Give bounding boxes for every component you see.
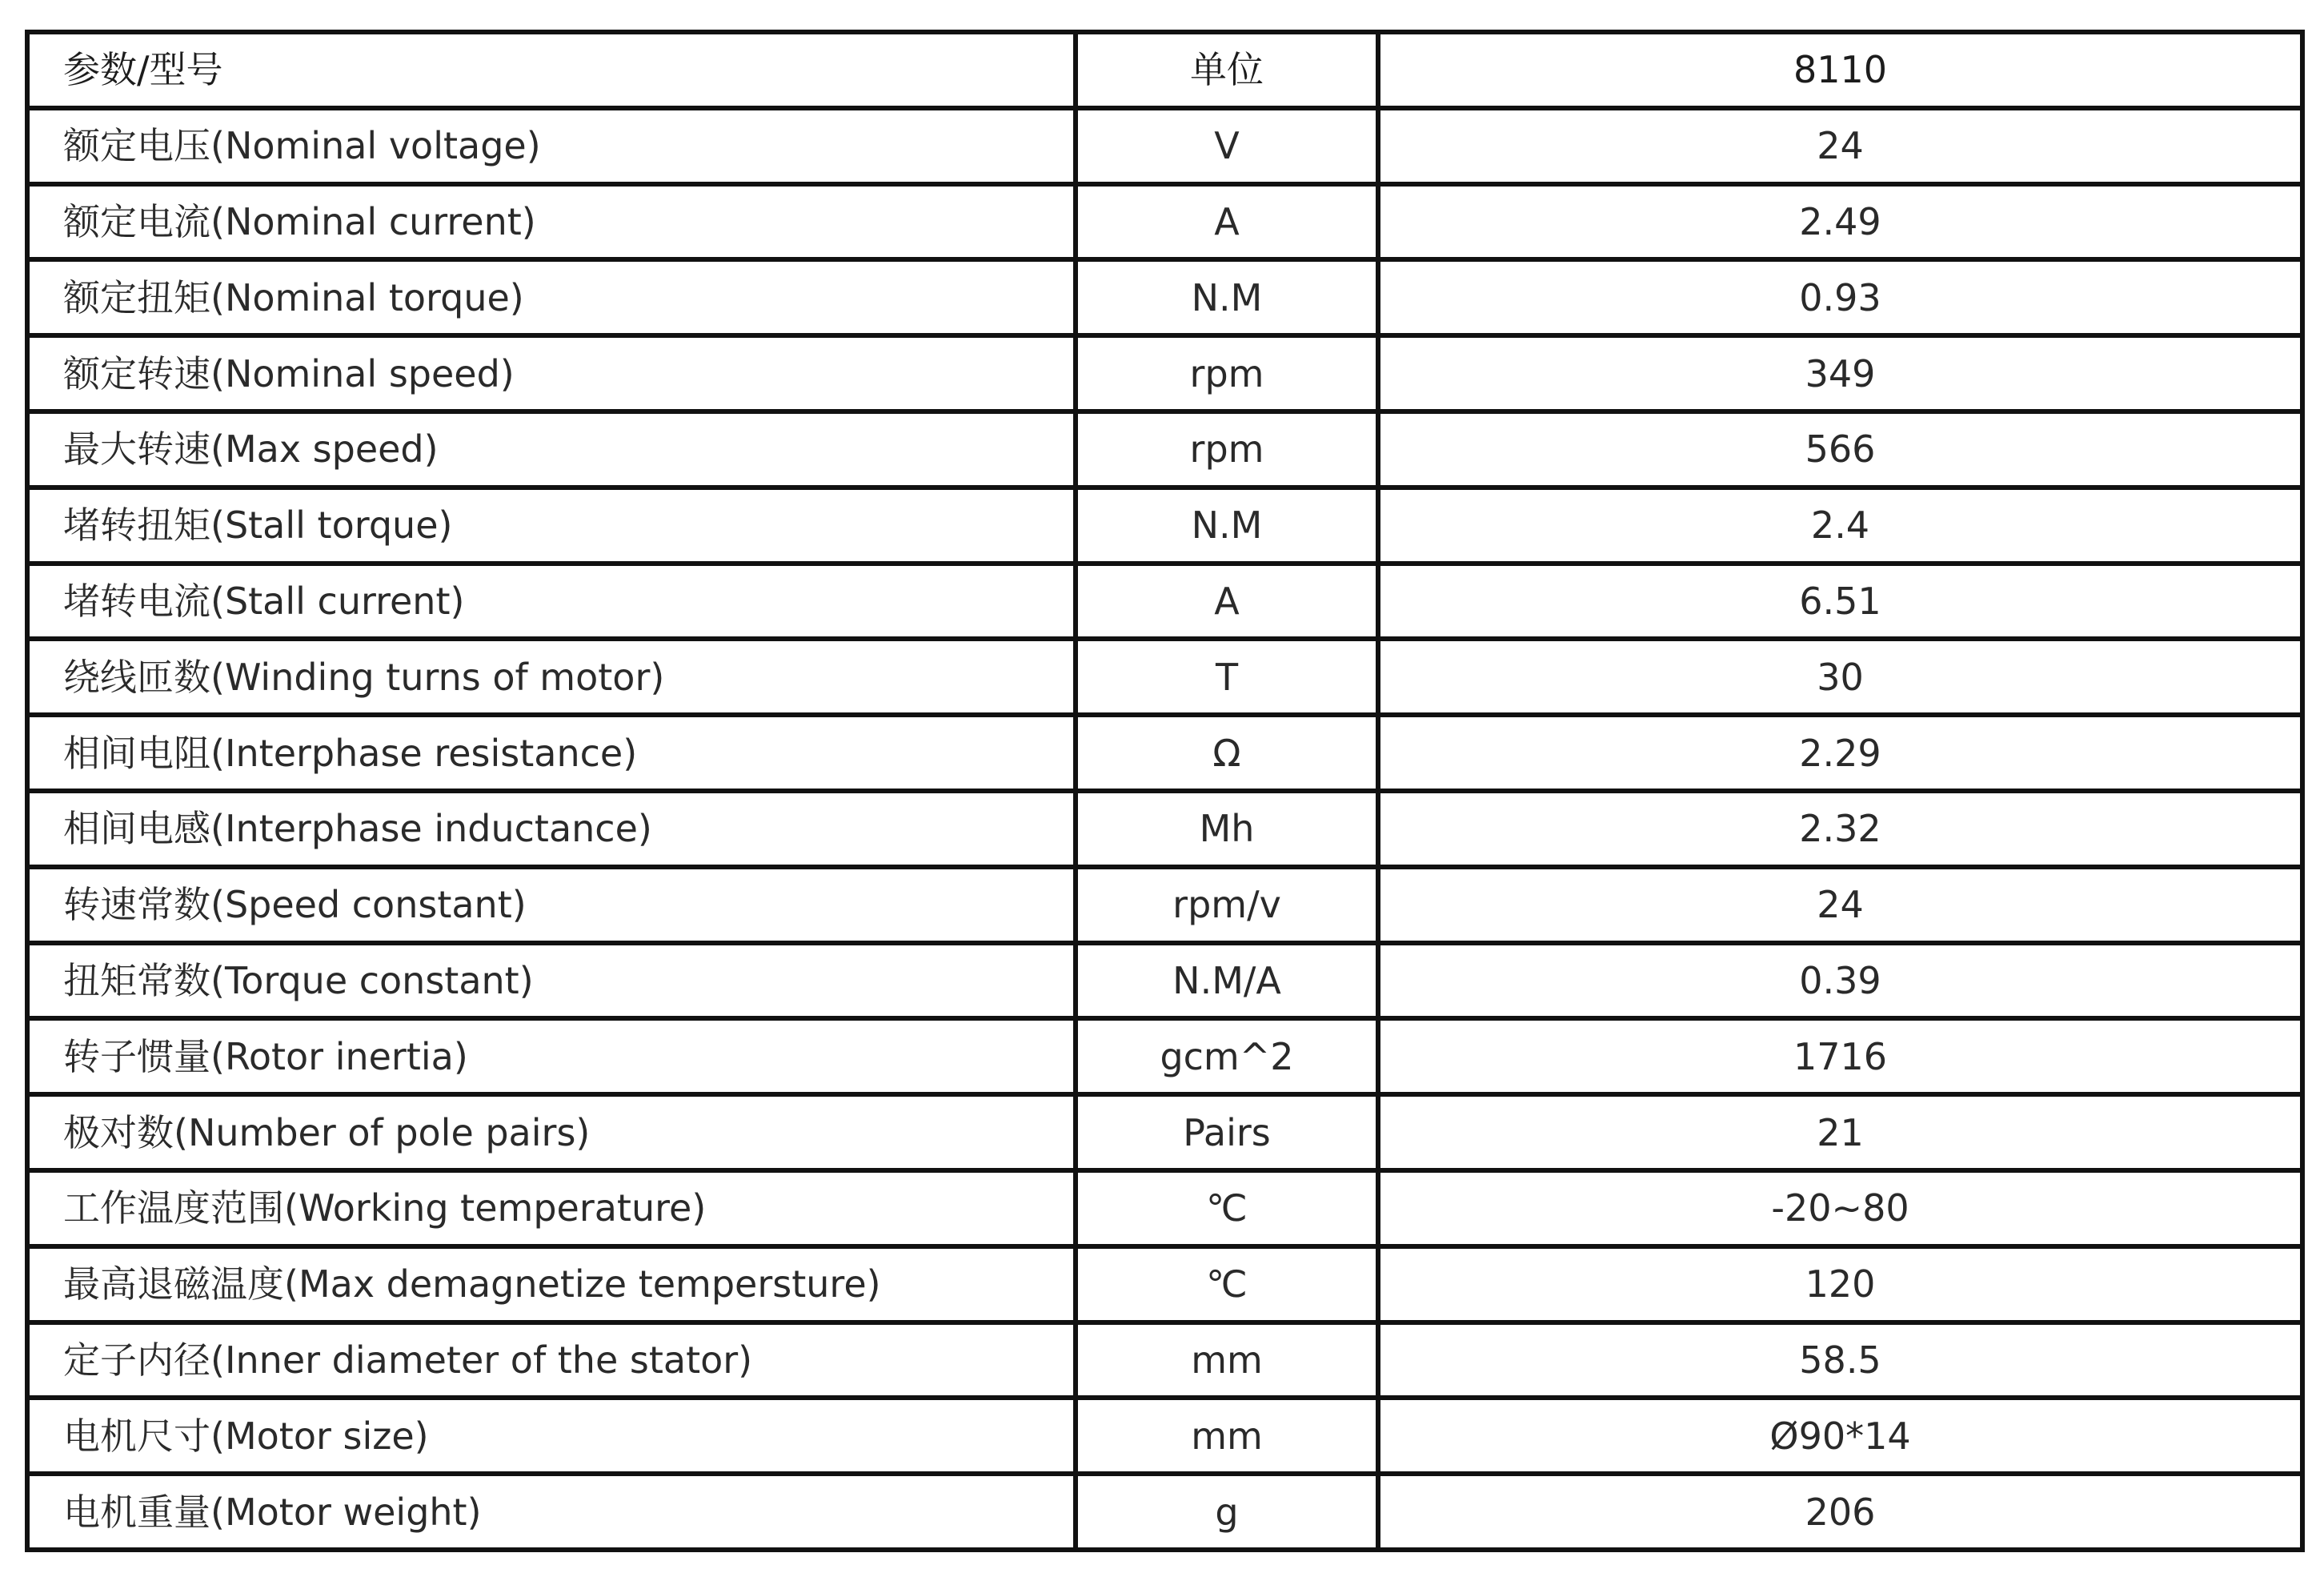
value-cell: 206 — [1378, 1474, 2302, 1550]
table-row — [27, 1322, 2302, 1398]
param-cell: 额定电压(Nominal voltage) — [27, 108, 1076, 184]
param-cell: 极对数(Number of pole pairs) — [27, 1094, 1076, 1170]
param-cell: 额定电流(Nominal current) — [27, 184, 1076, 260]
value-cell: 0.93 — [1378, 259, 2302, 335]
unit-cell: N.M — [1076, 259, 1378, 335]
unit-cell: N.M — [1076, 488, 1378, 564]
param-cell: 工作温度范围(Working temperature) — [27, 1170, 1076, 1246]
value-cell: 349 — [1378, 335, 2302, 411]
param-cell: 堵转电流(Stall current) — [27, 564, 1076, 640]
unit-cell: A — [1076, 184, 1378, 260]
value-cell: 21 — [1378, 1094, 2302, 1170]
param-cell: 电机重量(Motor weight) — [27, 1474, 1076, 1550]
table-row — [27, 259, 2302, 335]
table-row — [27, 715, 2302, 791]
value-cell: -20~80 — [1378, 1170, 2302, 1246]
unit-cell: Ω — [1076, 715, 1378, 791]
table-row — [27, 1474, 2302, 1550]
table-row — [27, 1398, 2302, 1474]
unit-cell: rpm — [1076, 411, 1378, 488]
unit-cell: V — [1076, 108, 1378, 184]
param-cell: 最大转速(Max speed) — [27, 411, 1076, 488]
unit-cell: Mh — [1076, 791, 1378, 867]
table-row — [27, 791, 2302, 867]
value-cell: 6.51 — [1378, 564, 2302, 640]
param-cell: 转速常数(Speed constant) — [27, 867, 1076, 943]
value-cell: 120 — [1378, 1246, 2302, 1322]
table-row — [27, 867, 2302, 943]
param-cell: 定子内径(Inner diameter of the stator) — [27, 1322, 1076, 1398]
value-cell: 2.29 — [1378, 715, 2302, 791]
header-param-cell: 参数/型号 — [27, 32, 1076, 108]
motor-spec-table — [25, 30, 2305, 1552]
value-cell: 58.5 — [1378, 1322, 2302, 1398]
value-cell: 30 — [1378, 639, 2302, 715]
unit-cell: Pairs — [1076, 1094, 1378, 1170]
unit-cell: ℃ — [1076, 1170, 1378, 1246]
param-cell: 相间电阻(Interphase resistance) — [27, 715, 1076, 791]
value-cell: 2.49 — [1378, 184, 2302, 260]
param-cell: 转子惯量(Rotor inertia) — [27, 1018, 1076, 1094]
table-row — [27, 335, 2302, 411]
table-row — [27, 1018, 2302, 1094]
unit-cell: A — [1076, 564, 1378, 640]
param-cell: 最高退磁温度(Max demagnetize tempersture) — [27, 1246, 1076, 1322]
table-row — [27, 411, 2302, 488]
unit-cell: mm — [1076, 1322, 1378, 1398]
value-cell: 2.32 — [1378, 791, 2302, 867]
table-row — [27, 108, 2302, 184]
param-cell: 堵转扭矩(Stall torque) — [27, 488, 1076, 564]
unit-cell: g — [1076, 1474, 1378, 1550]
table-row — [27, 943, 2302, 1019]
value-cell: 0.39 — [1378, 943, 2302, 1019]
unit-cell: mm — [1076, 1398, 1378, 1474]
value-cell: 1716 — [1378, 1018, 2302, 1094]
param-cell: 扭矩常数(Torque constant) — [27, 943, 1076, 1019]
param-cell: 额定转速(Nominal speed) — [27, 335, 1076, 411]
value-cell: 24 — [1378, 867, 2302, 943]
unit-cell: T — [1076, 639, 1378, 715]
value-cell: 24 — [1378, 108, 2302, 184]
param-cell: 电机尺寸(Motor size) — [27, 1398, 1076, 1474]
unit-cell: rpm/v — [1076, 867, 1378, 943]
unit-cell: gcm^2 — [1076, 1018, 1378, 1094]
param-cell: 额定扭矩(Nominal torque) — [27, 259, 1076, 335]
table-row — [27, 564, 2302, 640]
header-unit-cell: 单位 — [1076, 32, 1378, 108]
param-cell: 绕线匝数(Winding turns of motor) — [27, 639, 1076, 715]
table-row — [27, 1170, 2302, 1246]
unit-cell: N.M/A — [1076, 943, 1378, 1019]
table-row — [27, 1246, 2302, 1322]
header-model-cell: 8110 — [1378, 32, 2302, 108]
value-cell: Ø90*14 — [1378, 1398, 2302, 1474]
unit-cell: ℃ — [1076, 1246, 1378, 1322]
param-cell: 相间电感(Interphase inductance) — [27, 791, 1076, 867]
table-header-row — [27, 32, 2302, 108]
table-row — [27, 639, 2302, 715]
table-row — [27, 1094, 2302, 1170]
table-row — [27, 184, 2302, 260]
value-cell: 2.4 — [1378, 488, 2302, 564]
value-cell: 566 — [1378, 411, 2302, 488]
table-row — [27, 488, 2302, 564]
unit-cell: rpm — [1076, 335, 1378, 411]
